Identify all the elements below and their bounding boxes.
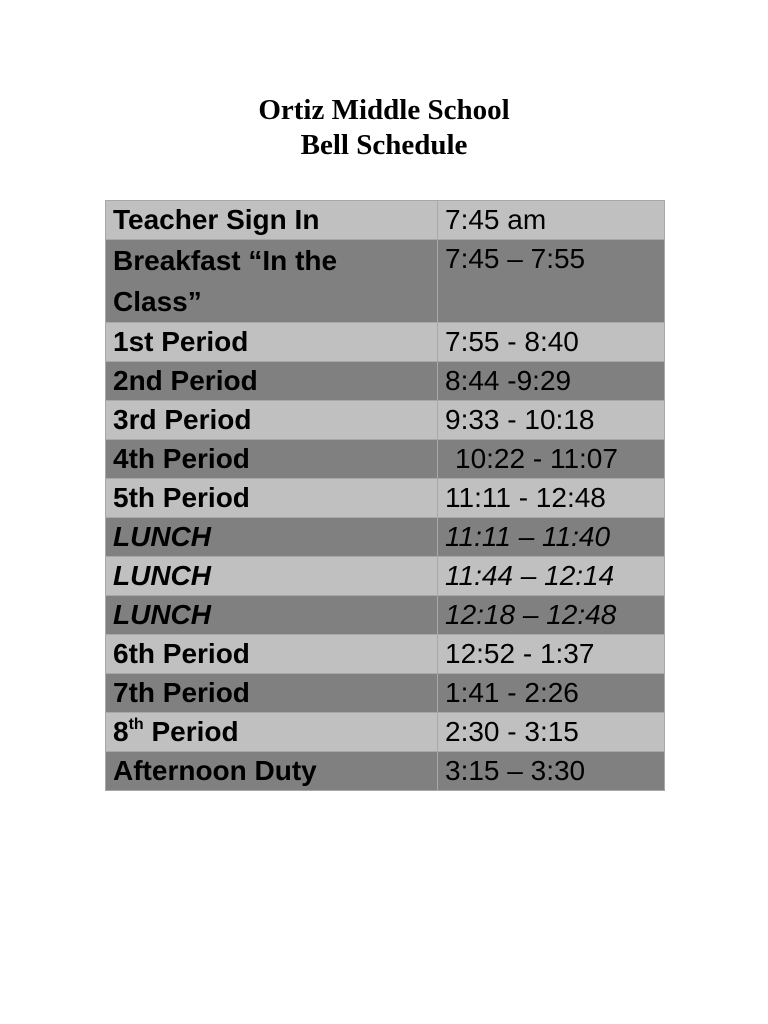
period-label: Breakfast “In the Class” [106, 240, 438, 323]
period-time: 7:45 am [438, 201, 665, 240]
table-row [106, 713, 665, 752]
document-title [0, 93, 768, 163]
lunch-time: 12:18 – 12:48 [438, 596, 665, 635]
period-label: 4th Period [106, 440, 438, 479]
period-time: 7:55 - 8:40 [438, 323, 665, 362]
period-time: 11:11 - 12:48 [438, 479, 665, 518]
table-row [106, 518, 665, 557]
period-label: 2nd Period [106, 362, 438, 401]
table-row [106, 596, 665, 635]
period-label: Afternoon Duty [106, 752, 438, 791]
period-number: 8 [113, 716, 129, 747]
bell-schedule-table [105, 200, 665, 791]
period-label: 6th Period [106, 635, 438, 674]
table-row [106, 401, 665, 440]
table-row [106, 240, 665, 323]
period-label: Teacher Sign In [106, 201, 438, 240]
table-row [106, 752, 665, 791]
period-time: 1:41 - 2:26 [438, 674, 665, 713]
period-label: 5th Period [106, 479, 438, 518]
period-time: 2:30 - 3:15 [438, 713, 665, 752]
ordinal-suffix: th [128, 716, 144, 733]
period-label: 7th Period [106, 674, 438, 713]
lunch-label: LUNCH [106, 557, 438, 596]
lunch-time: 11:44 – 12:14 [438, 557, 665, 596]
lunch-label: LUNCH [106, 518, 438, 557]
period-time: 3:15 – 3:30 [438, 752, 665, 791]
table-row [106, 635, 665, 674]
table-row [106, 557, 665, 596]
table-row [106, 440, 665, 479]
period-label: 1st Period [106, 323, 438, 362]
period-time: 10:22 - 11:07 [438, 440, 665, 479]
table-row [106, 362, 665, 401]
period-label: 3rd Period [106, 401, 438, 440]
schedule-title: Bell Schedule [300, 129, 468, 161]
period-time: 12:52 - 1:37 [438, 635, 665, 674]
period-word: Period [143, 716, 239, 747]
table-row [106, 201, 665, 240]
period-label [106, 713, 438, 752]
school-name: Ortiz Middle School [258, 94, 510, 126]
period-time: 7:45 – 7:55 [438, 240, 665, 323]
lunch-time: 11:11 – 11:40 [438, 518, 665, 557]
period-time: 9:33 - 10:18 [438, 401, 665, 440]
table-row [106, 323, 665, 362]
period-time: 8:44 -9:29 [438, 362, 665, 401]
table-row [106, 479, 665, 518]
table-row [106, 674, 665, 713]
lunch-label: LUNCH [106, 596, 438, 635]
